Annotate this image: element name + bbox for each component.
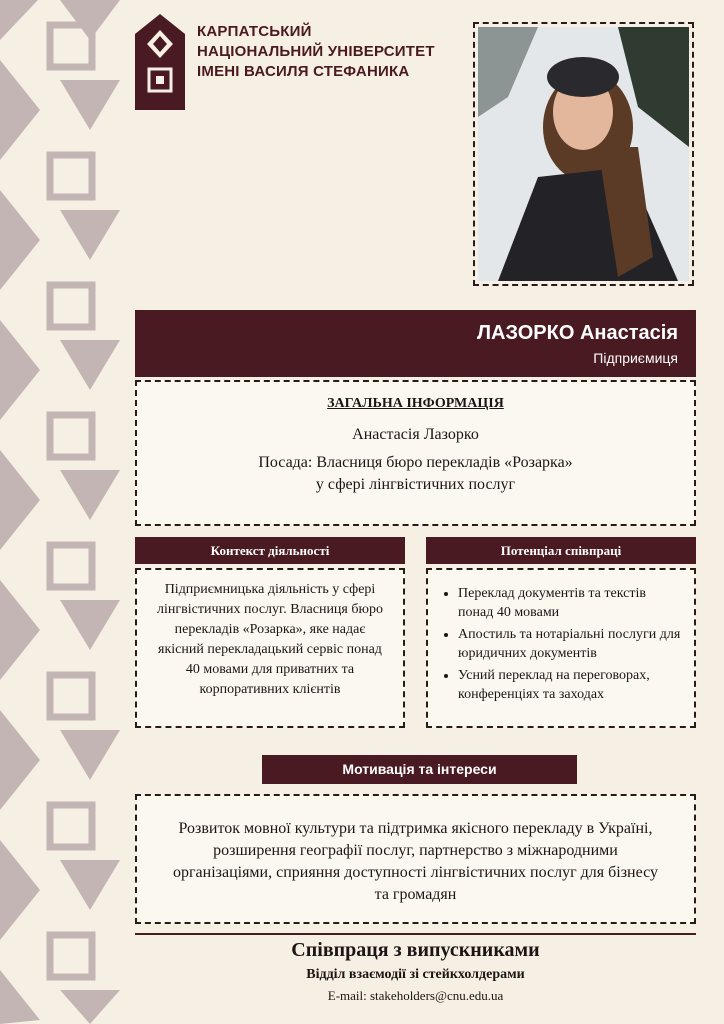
motivation-box bbox=[135, 794, 696, 924]
footer-title: Співпраця з випускниками bbox=[291, 939, 540, 961]
position-text bbox=[137, 452, 694, 496]
motivation-text: Розвиток мовної культури та підтримка якісного перекладу в Україні, розширення географії послуг, партнерство з міжнародними організаціями, сприяння доступності лінгвістичних послуг для бізнесу та громадян bbox=[172, 820, 659, 903]
university-name-line2: НАЦІОНАЛЬНИЙ УНІВЕРСИТЕТ bbox=[197, 43, 435, 60]
context-box bbox=[135, 568, 405, 728]
person-name: ЛАЗОРКО Анастасія bbox=[477, 322, 678, 344]
university-logo bbox=[135, 14, 185, 110]
motivation-header: Мотивація та інтереси bbox=[262, 755, 577, 784]
context-text: Підприємницька діяльність у сфері лінгвістичних послуг. Власниця бюро перекладів «Розарка», яке надає якісний перекладацький сервіс понад 40 мовами для приватних та корпоративних клієнтів bbox=[157, 582, 383, 697]
person-role: Підприємиця bbox=[593, 350, 678, 366]
footer-email[interactable]: E-mail: stakeholders@cnu.edu.ua bbox=[327, 988, 504, 1003]
profile-photo-frame bbox=[473, 22, 694, 286]
general-info-heading: ЗАГАЛЬНА ІНФОРМАЦІЯ bbox=[327, 396, 504, 411]
potential-header: Потенціал співпраці bbox=[426, 537, 696, 564]
footer-divider bbox=[135, 933, 696, 935]
list-item: • Переклад документів та текстів понад 40 мовами bbox=[458, 584, 684, 622]
list-item: • Апостиль та нотаріальні послуги для юридичних документів bbox=[458, 625, 684, 663]
university-name bbox=[197, 22, 435, 82]
list-item: • Усний переклад на переговорах, конференціях та заходах bbox=[458, 666, 684, 704]
profile-photo bbox=[478, 27, 689, 281]
context-header: Контекст діяльності bbox=[135, 537, 405, 564]
university-name-line1: КАРПАТСЬКИЙ bbox=[197, 23, 312, 40]
decorative-ornament bbox=[0, 0, 120, 1024]
potential-box bbox=[426, 568, 696, 728]
footer-department: Відділ взаємодії зі стейкхолдерами bbox=[306, 967, 525, 982]
position-line1: Посада: Власниця бюро перекладів «Розарка» bbox=[258, 454, 573, 471]
full-name: Анастасія Лазорко bbox=[352, 426, 479, 443]
position-line2: у сфері лінгвістичних послуг bbox=[315, 476, 516, 493]
university-name-line3: ІМЕНІ ВАСИЛЯ СТЕФАНИКА bbox=[197, 63, 410, 80]
name-banner bbox=[135, 310, 696, 377]
general-info-box bbox=[135, 380, 696, 526]
potential-list bbox=[436, 584, 684, 704]
